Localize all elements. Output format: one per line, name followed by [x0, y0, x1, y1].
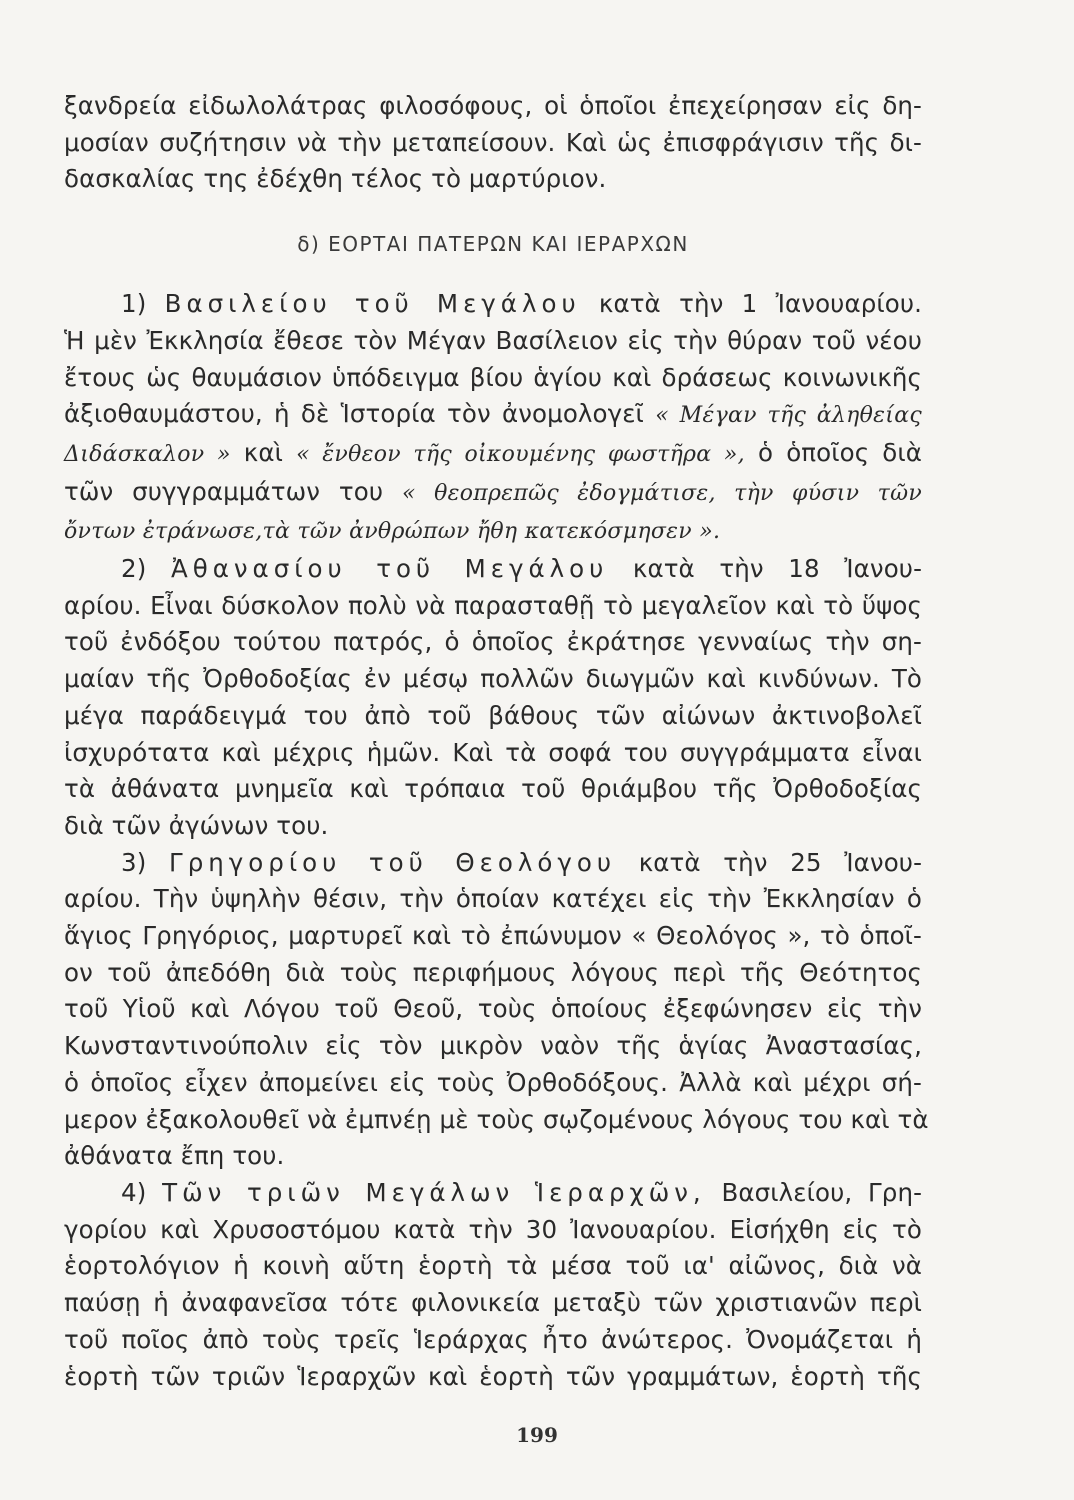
text-line: Ἡ μὲν Ἐκκλησία ἔθεσε τὸν Μέγαν Βασίλειον εἰς τὴν θύραν τοῦ νέου: [64, 325, 922, 355]
text-line: ὁ ὁποῖος εἶχεν ἀπομείνει εἰς τοὺς Ὀρθοδόξους. Ἀλλὰ καὶ μέχρι σή-: [64, 1067, 922, 1097]
text-line: γορίου καὶ Χρυσοστόμου κατὰ τὴν 30 Ἰανουαρίου. Εἰσήχθη εἰς τὸ: [64, 1214, 922, 1244]
text-line: μερον ἐξακολουθεῖ νὰ ἐμπνέῃ μὲ τοὺς σῳζομένους λόγους του καὶ τὰ: [64, 1104, 929, 1134]
page-number: 199: [516, 1423, 558, 1447]
entry-2-heading-line: [64, 551, 922, 588]
text-line: [64, 512, 922, 551]
text-line: [64, 435, 922, 474]
text-span: ἀξιοθαυμάστου, ἡ δὲ Ἱστορία τὸν ἀνομολογεῖ: [64, 399, 644, 429]
entry-3-heading-line: [64, 845, 922, 882]
entry-number: 3): [121, 847, 147, 877]
entry-name: Τῶν τριῶν Μεγάλων Ἱεραρχῶν,: [162, 1177, 706, 1207]
text-line: αρίου. Εἶναι δύσκολον πολὺ νὰ παρασταθῇ τὸ μεγαλεῖον καὶ τὸ ὕψος: [64, 590, 922, 620]
quote-span: « ἔνθεον τῆς οἰκουμένης φωστῆρα »,: [296, 441, 745, 467]
quote-span: « θεοπρεπῶς ἐδογμάτισε, τὴν φύσιν τῶν: [402, 480, 922, 506]
text-line: μαίαν τῆς Ὀρθοδοξίας ἐν μέσῳ πολλῶν διωγμῶν καὶ κινδύνων. Τὸ: [64, 664, 922, 694]
text-line: δασκαλίας της ἐδέχθη τέλος τὸ μαρτύριον.: [64, 164, 607, 194]
text-line: ον τοῦ ἀπεδόθη διὰ τοὺς περιφήμους λόγους περὶ τῆς Θεότητος: [64, 957, 922, 987]
entry-number: 2): [121, 554, 147, 584]
entry-name: Γρηγορίου τοῦ Θεολόγου: [169, 847, 617, 877]
text-line: διὰ τῶν ἀγώνων του.: [64, 810, 329, 840]
text-span: τῶν συγγραμμάτων του: [64, 476, 384, 506]
section-heading: δ) ΕΟΡΤΑΙ ΠΑΤΕΡΩΝ ΚΑΙ ΙΕΡΑΡΧΩΝ: [297, 232, 689, 257]
entry-name: Βασιλείου τοῦ Μεγάλου: [164, 289, 581, 319]
page-body: [64, 88, 929, 1395]
quote-span: Διδάσκαλον »: [64, 441, 231, 467]
text-line: ἰσχυρότατα καὶ μέχρις ἡμῶν. Καὶ τὰ σοφά του συγγράμματα εἶναι: [64, 737, 922, 767]
text-line: παύσῃ ἡ ἀναφανεῖσα τότε φιλονικεία μεταξὺ τῶν χριστιανῶν περὶ: [64, 1288, 922, 1318]
text-line: τοῦ ποῖος ἀπὸ τοὺς τρεῖς Ἱεράρχας ἦτο ἀνώτερος. Ὀνομάζεται ἡ: [64, 1324, 922, 1354]
entry-date: κατὰ τὴν 18 Ἰανου-: [632, 554, 923, 584]
text-line: ἑορτολόγιον ἡ κοινὴ αὕτη ἑορτὴ τὰ μέσα τοῦ ια' αἰῶνος, διὰ νὰ: [64, 1251, 922, 1281]
quote-span: « Μέγαν τῆς ἀληθείας: [655, 403, 922, 429]
entry-name: Ἀθανασίου τοῦ Μεγάλου: [170, 554, 609, 584]
text-span: ὁ ὁποῖος διὰ: [758, 437, 922, 467]
quote-span: ὄντων ἐτράνωσε,τὰ τῶν ἀνθρώπων ἤθη κατεκόσμησεν ».: [64, 519, 721, 545]
text-line: ἔτους ὡς θαυμάσιον ὑπόδειγμα βίου ἁγίου καὶ δράσεως κοινωνικῆς: [64, 362, 922, 392]
text-line: τοῦ ἐνδόξου τούτου πατρός, ὁ ὁποῖος ἐκράτησε γενναίως τὴν ση-: [64, 627, 922, 657]
entry-date: Βασιλείου, Γρη-: [721, 1177, 923, 1207]
text-line: ξανδρεία εἰδωλολάτρας φιλοσόφους, οἱ ὁποῖοι ἐπεχείρησαν εἰς δη-: [64, 91, 922, 120]
text-line: [64, 396, 922, 435]
text-line: [64, 474, 922, 513]
entry-1-heading-line: [64, 286, 922, 323]
text-line: μέγα παράδειγμά του ἀπὸ τοῦ βάθους τῶν αἰώνων ἀκτινοβολεῖ: [64, 700, 922, 730]
text-line: ἀθάνατα ἔπη του.: [64, 1141, 285, 1171]
entry-number: 1): [121, 289, 147, 319]
text-line: τὰ ἀθάνατα μνημεῖα καὶ τρόπαια τοῦ θριάμβου τῆς Ὀρθοδοξίας: [64, 774, 922, 804]
text-line: μοσίαν συζήτησιν νὰ τὴν μεταπείσουν. Καὶ ὡς ἐπισφράγισιν τῆς δι-: [64, 127, 922, 157]
text-line: τοῦ Υἱοῦ καὶ Λόγου τοῦ Θεοῦ, τοὺς ὁποίους ἐξεφώνησεν εἰς τὴν: [64, 994, 922, 1024]
entry-number: 4): [121, 1177, 147, 1207]
text-span: καὶ: [243, 437, 283, 467]
text-line: αρίου. Τὴν ὑψηλὴν θέσιν, τὴν ὁποίαν κατέχει εἰς τὴν Ἐκκλησίαν ὁ: [64, 884, 922, 914]
entry-4-heading-line: [64, 1175, 922, 1212]
entry-date: κατὰ τὴν 1 Ἰανουαρίου.: [598, 289, 922, 319]
text-line: Κωνσταντινούπολιν εἰς τὸν μικρὸν ναὸν τῆς ἁγίας Ἀναστασίας,: [64, 1031, 922, 1061]
entry-date: κατὰ τὴν 25 Ἰανου-: [638, 847, 923, 877]
text-line: ἅγιος Γρηγόριος, μαρτυρεῖ καὶ τὸ ἐπώνυμον « Θεολόγος », τὸ ὁποῖ-: [64, 921, 922, 951]
text-line: ἑορτὴ τῶν τριῶν Ἱεραρχῶν καὶ ἑορτὴ τῶν γραμμάτων, ἑορτὴ τῆς: [64, 1361, 922, 1391]
